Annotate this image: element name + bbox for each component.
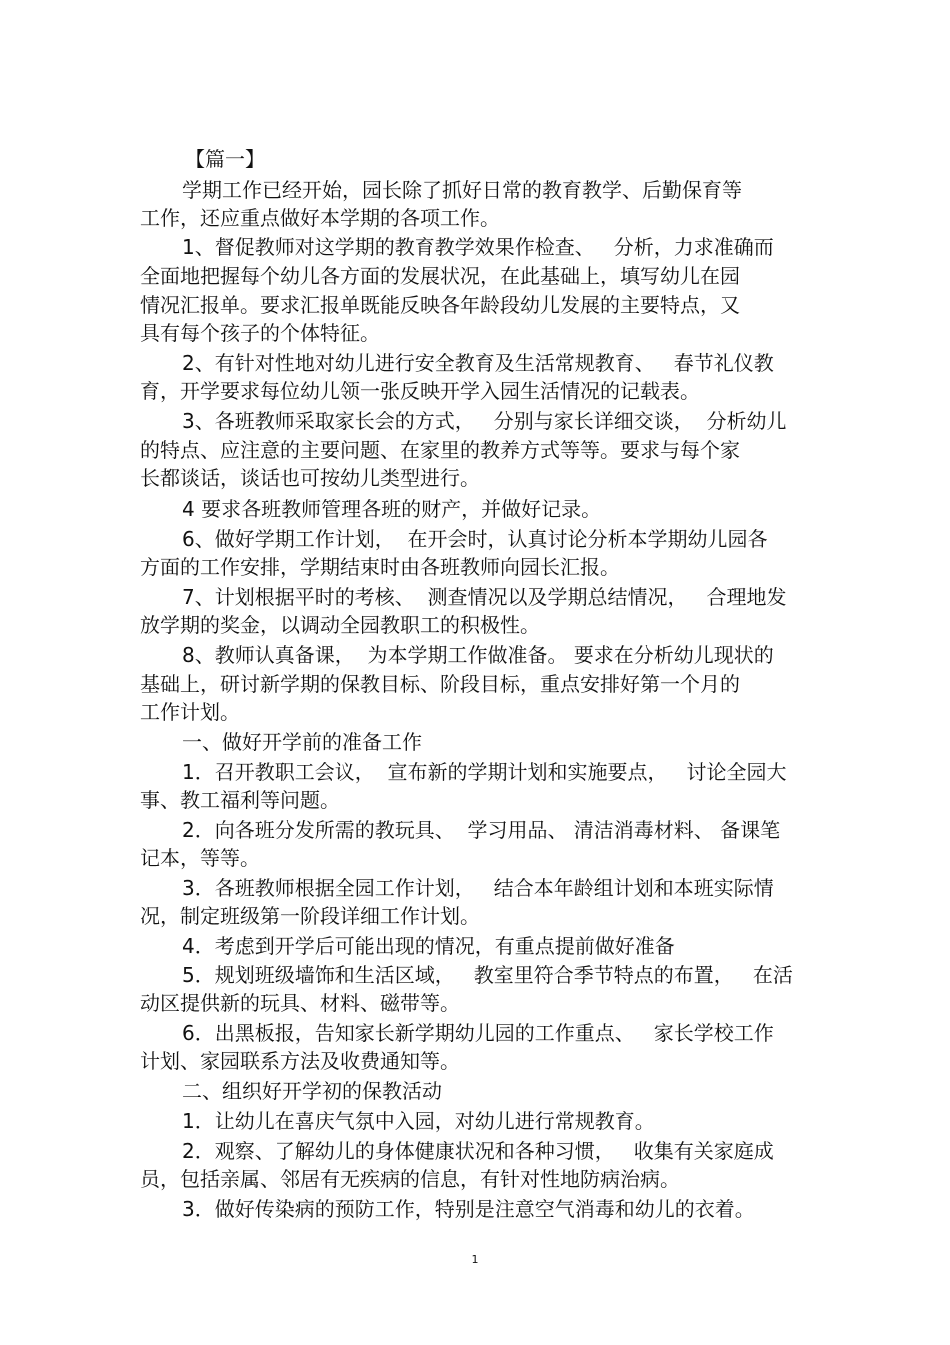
text-line: 计划、家园联系方法及收费通知等。 [140, 1049, 460, 1073]
text-line: 二、组织好开学初的保教活动 [182, 1079, 442, 1103]
text-line: 育，开学要求每位幼儿领一张反映开学入园生活情况的记载表。 [140, 379, 700, 403]
text-line: 3、各班教师采取家长会的方式， 分别与家长详细交谈， 分析幼儿 [182, 409, 787, 433]
text-line: 一、做好开学前的准备工作 [182, 730, 422, 754]
text-line: 具有每个孩子的个体特征。 [140, 321, 380, 345]
text-line: 8、教师认真备课， 为本学期工作做准备。 要求在分析幼儿现状的 [182, 643, 774, 667]
text-line: 7、计划根据平时的考核、 测查情况以及学期总结情况， 合理地发 [182, 585, 787, 609]
text-line: 4．考虑到开学后可能出现的情况，有重点提前做好准备 [182, 934, 675, 958]
text-line: 记本，等等。 [140, 846, 260, 870]
text-line: 6、做好学期工作计划， 在开会时，认真讨论分析本学期幼儿园各 [182, 527, 768, 551]
text-line: 5．规划班级墙饰和生活区域， 教室里符合季节特点的布置， 在活 [182, 963, 793, 987]
page-number: 1 [471, 1253, 479, 1266]
text-line: 1、督促教师对这学期的教育教学效果作检查、 分析，力求准确而 [182, 235, 774, 259]
text-line: 的特点、应注意的主要问题、在家里的教养方式等等。要求与每个家 [140, 438, 740, 462]
text-line: 员，包括亲属、邻居有无疾病的信息，有针对性地防病治病。 [140, 1167, 680, 1191]
text-line: 1．召开教职工会议， 宣布新的学期计划和实施要点， 讨论全园大 [182, 760, 787, 784]
text-line: 事、教工福利等问题。 [140, 788, 340, 812]
text-line: 动区提供新的玩具、材料、磁带等。 [140, 991, 460, 1015]
text-line: 放学期的奖金，以调动全园教职工的积极性。 [140, 613, 540, 637]
text-line: 学期工作已经开始，园长除了抓好日常的教育教学、后勤保育等 [182, 178, 742, 202]
text-line: 长都谈话，谈话也可按幼儿类型进行。 [140, 466, 480, 490]
text-line: 况，制定班级第一阶段详细工作计划。 [140, 904, 480, 928]
text-line: 方面的工作安排，学期结束时由各班教师向园长汇报。 [140, 555, 620, 579]
text-line: 工作计划。 [140, 700, 240, 724]
text-line: 2．观察、了解幼儿的身体健康状况和各种习惯， 收集有关家庭成 [182, 1139, 774, 1163]
text-line: 4 要求各班教师管理各班的财产，并做好记录。 [182, 497, 602, 521]
text-line: 工作，还应重点做好本学期的各项工作。 [140, 206, 500, 230]
text-line: 1．让幼儿在喜庆气氛中入园，对幼儿进行常规教育。 [182, 1109, 655, 1133]
text-line: 全面地把握每个幼儿各方面的发展状况，在此基础上，填写幼儿在园 [140, 264, 740, 288]
text-line: 3．各班教师根据全园工作计划， 结合本年龄组计划和本班实际情 [182, 876, 774, 900]
text-line: 2．向各班分发所需的教玩具、 学习用品、 清洁消毒材料、 备课笔 [182, 818, 781, 842]
text-line: 2、有针对性地对幼儿进行安全教育及生活常规教育、 春节礼仪教 [182, 351, 774, 375]
text-line: 基础上，研讨新学期的保教目标、阶段目标，重点安排好第一个月的 [140, 672, 740, 696]
section-heading: 【篇一】 [185, 147, 265, 171]
text-line: 情况汇报单。要求汇报单既能反映各年龄段幼儿发展的主要特点，又 [140, 293, 740, 317]
text-line: 6．出黑板报，告知家长新学期幼儿园的工作重点、 家长学校工作 [182, 1021, 774, 1045]
text-line: 3．做好传染病的预防工作，特别是注意空气消毒和幼儿的衣着。 [182, 1197, 755, 1221]
